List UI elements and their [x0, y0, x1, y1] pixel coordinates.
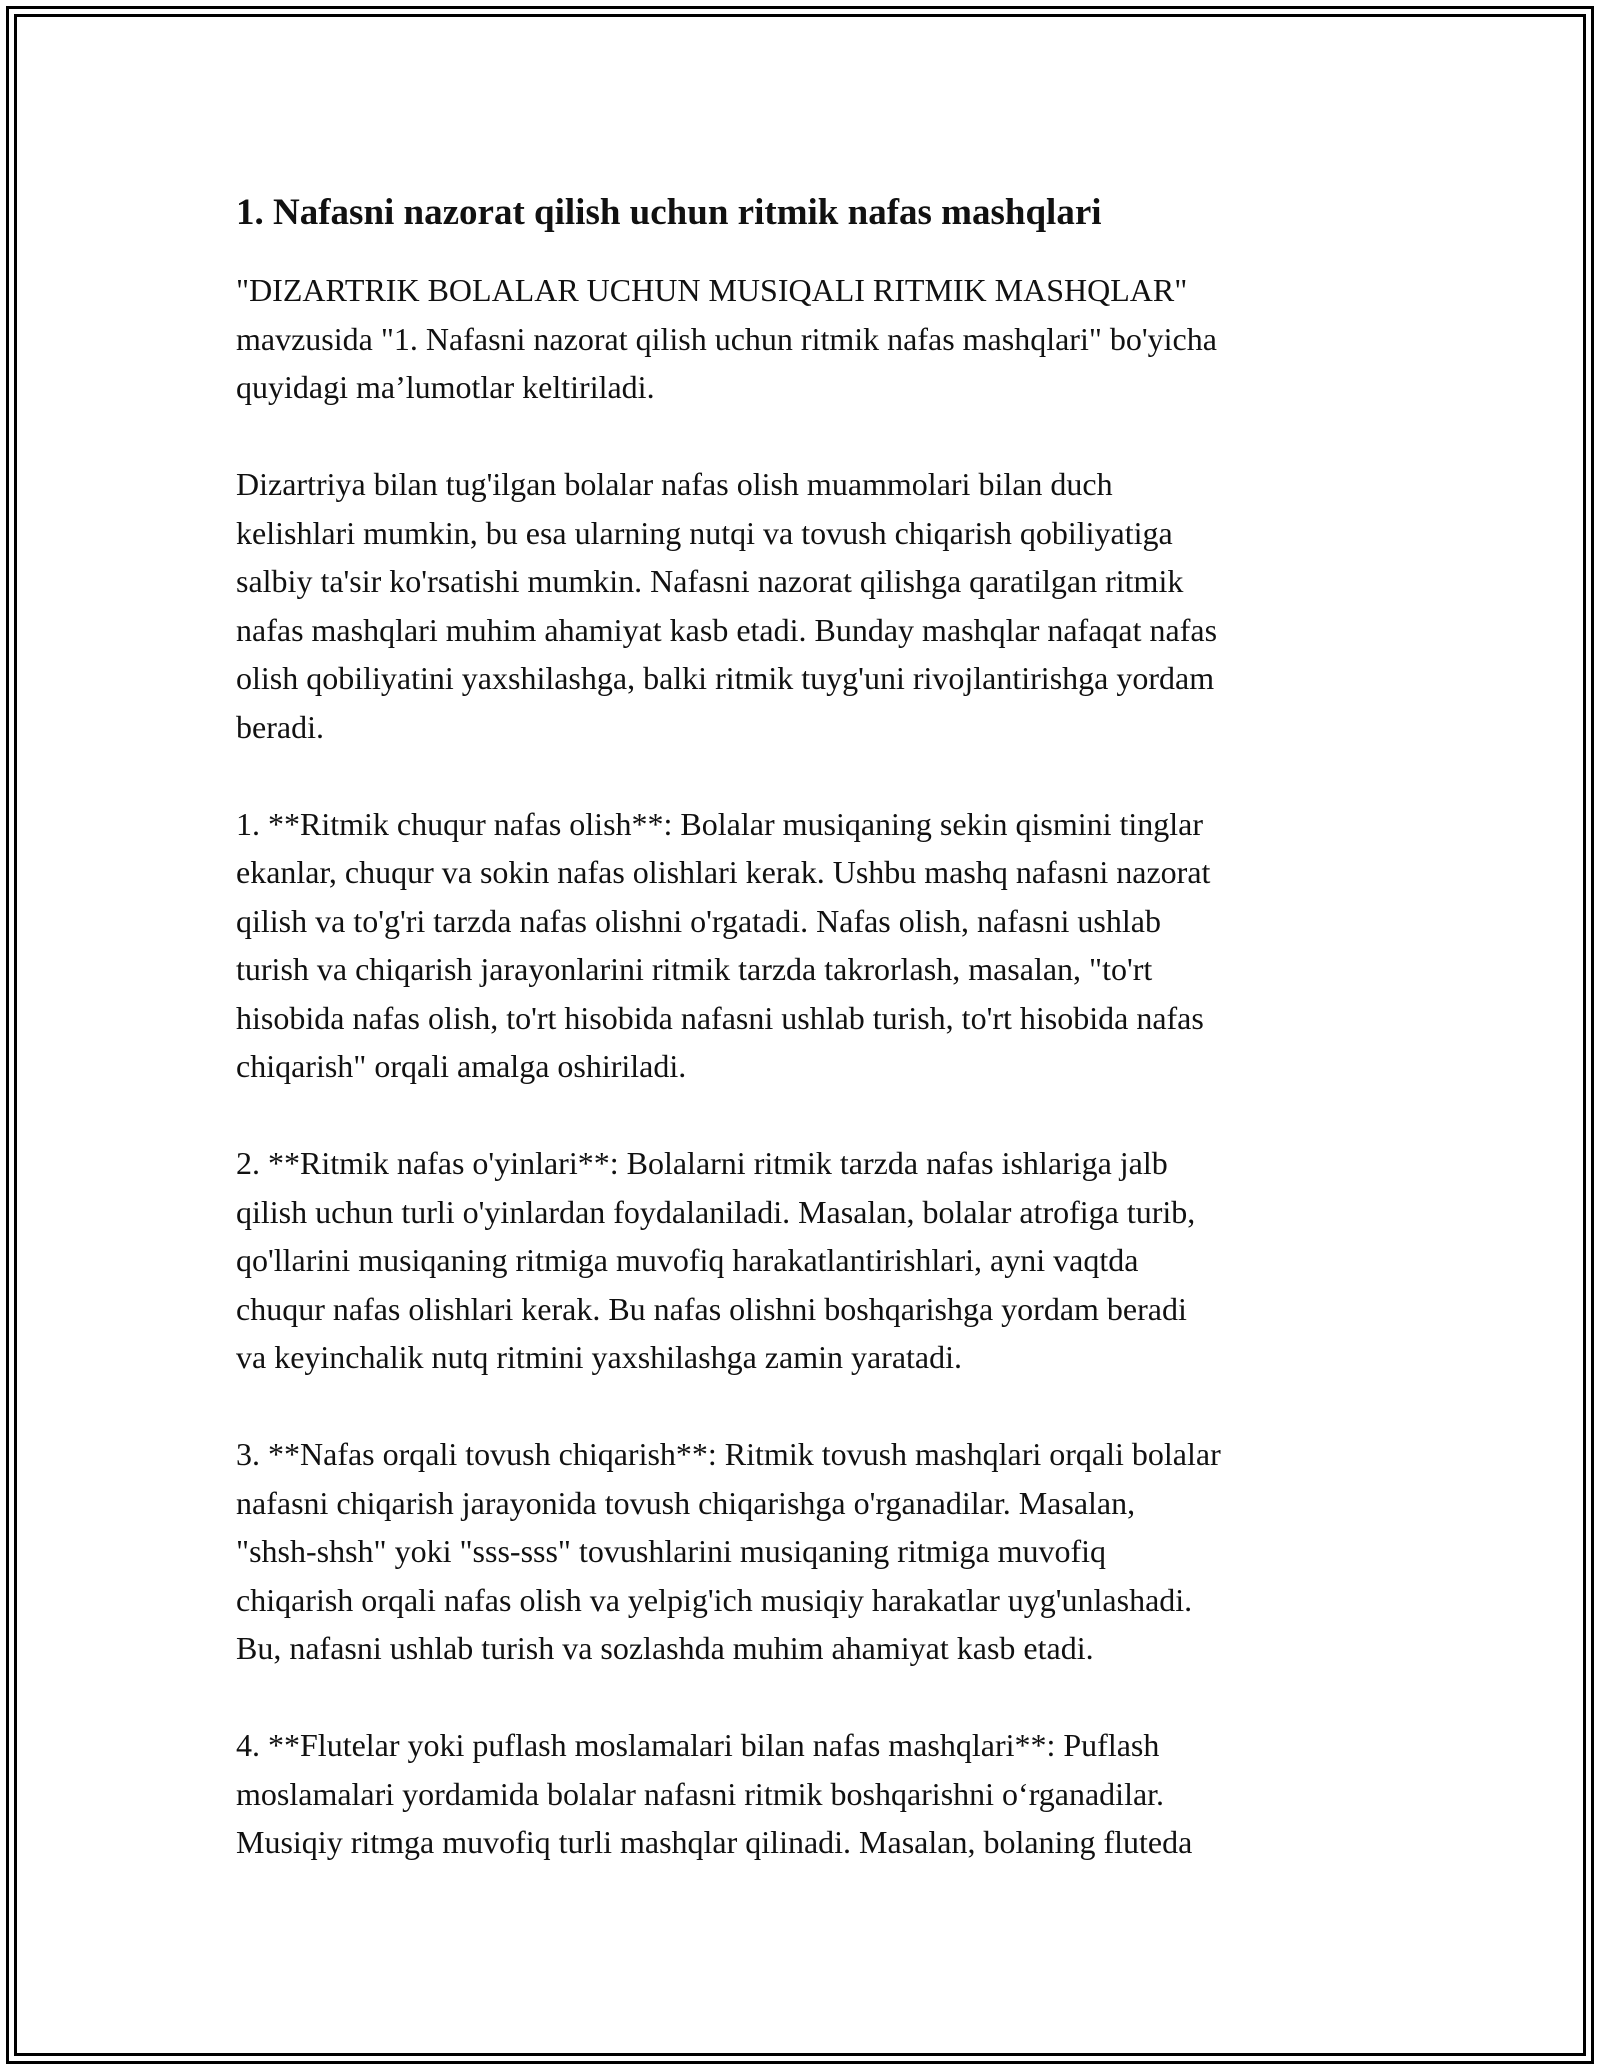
text-line: Musiqiy ritmga muvofiq turli mashqlar qilinadi. Masalan, bolaning fluteda	[236, 1824, 1193, 1860]
text-line: qilish va to'g'ri tarzda nafas olishni o'rgatadi. Nafas olish, nafasni ushlab	[236, 902, 1161, 939]
text-line: Bu, nafasni ushlab turish va sozlashda muhim ahamiyat kasb etadi.	[236, 1630, 1094, 1666]
text-line: moslamalari yordamida bolalar nafasni ritmik boshqarishni o‘rganadilar.	[236, 1775, 1165, 1812]
text-line: beradi.	[236, 708, 324, 745]
text-line: chiqarish orqali nafas olish va yelpig'ich musiqiy harakatlar uyg'unlashadi.	[236, 1581, 1193, 1618]
paragraph-item-1	[236, 800, 1376, 1091]
text-line: nafasni chiqarish jarayonida tovush chiqarishga o'rganadilar. Masalan,	[236, 1484, 1136, 1521]
text-line: chuqur nafas olishlari kerak. Bu nafas olishni boshqarishga yordam beradi	[236, 1290, 1187, 1327]
paragraph-item-3	[236, 1430, 1376, 1673]
paragraph-dysarthria	[236, 460, 1376, 751]
paragraph-item-2	[236, 1139, 1376, 1382]
text-line: mavzusida "1. Nafasni nazorat qilish uchun ritmik nafas mashqlari" bo'yicha	[236, 320, 1217, 357]
text-line: quyidagi ma’lumotlar keltiriladi.	[236, 369, 655, 405]
text-line: Dizartriya bilan tug'ilgan bolalar nafas olish muammolari bilan duch	[236, 466, 1113, 502]
text-line: 3. **Nafas orqali tovush chiqarish**: Ritmik tovush mashqlari orqali bolalar	[236, 1436, 1221, 1472]
text-line: turish va chiqarish jarayonlarini ritmik tarzda takrorlash, masalan, "to'rt	[236, 951, 1153, 987]
paragraph-item-4	[236, 1721, 1376, 1867]
text-line: ekanlar, chuqur va sokin nafas olishlari kerak. Ushbu mashq nafasni nazorat	[236, 854, 1211, 890]
text-line: kelishlari mumkin, bu esa ularning nutqi va tovush chiqarish qobiliyatiga	[236, 514, 1173, 551]
paragraph-intro	[236, 266, 1376, 412]
text-line: chiqarish" orqali amalga oshiriladi.	[236, 1048, 687, 1084]
text-line: "shsh-shsh" yoki "sss-sss" tovushlarini musiqaning ritmiga muvofiq	[236, 1533, 1107, 1569]
text-line: "DIZARTRIK BOLALAR UCHUN MUSIQALI RITMIK MASHQLAR"	[236, 272, 1188, 308]
text-line: 1. **Ritmik chuqur nafas olish**: Bolalar musiqaning sekin qismini tinglar	[236, 805, 1204, 842]
text-line: olish qobiliyatini yaxshilashga, balki ritmik tuyg'uni rivojlantirishga yordam	[236, 660, 1215, 696]
text-line: qilish uchun turli o'yinlardan foydalaniladi. Masalan, bolalar atrofiga turib,	[236, 1193, 1196, 1230]
text-line: salbiy ta'sir ko'rsatishi mumkin. Nafasni nazorat qilishga qaratilgan ritmik	[236, 563, 1184, 599]
document-title: 1. Nafasni nazorat qilish uchun ritmik nafas mashqlari	[236, 192, 1102, 233]
text-line: 4. **Flutelar yoki puflash moslamalari bilan nafas mashqlari**: Puflash	[236, 1727, 1160, 1763]
text-line: hisobida nafas olish, to'rt hisobida nafasni ushlab turish, to'rt hisobida nafas	[236, 999, 1204, 1036]
text-line: qo'llarini musiqaning ritmiga muvofiq harakatlantirishlari, ayni vaqtda	[236, 1242, 1139, 1278]
text-line: 2. **Ritmik nafas o'yinlari**: Bolalarni ritmik tarzda nafas ishlariga jalb	[236, 1145, 1168, 1181]
text-line: nafas mashqlari muhim ahamiyat kasb etadi. Bunday mashqlar nafaqat nafas	[236, 611, 1218, 648]
document-body	[236, 186, 1376, 1915]
text-line: va keyinchalik nutq ritmini yaxshilashga zamin yaratadi.	[236, 1339, 963, 1375]
